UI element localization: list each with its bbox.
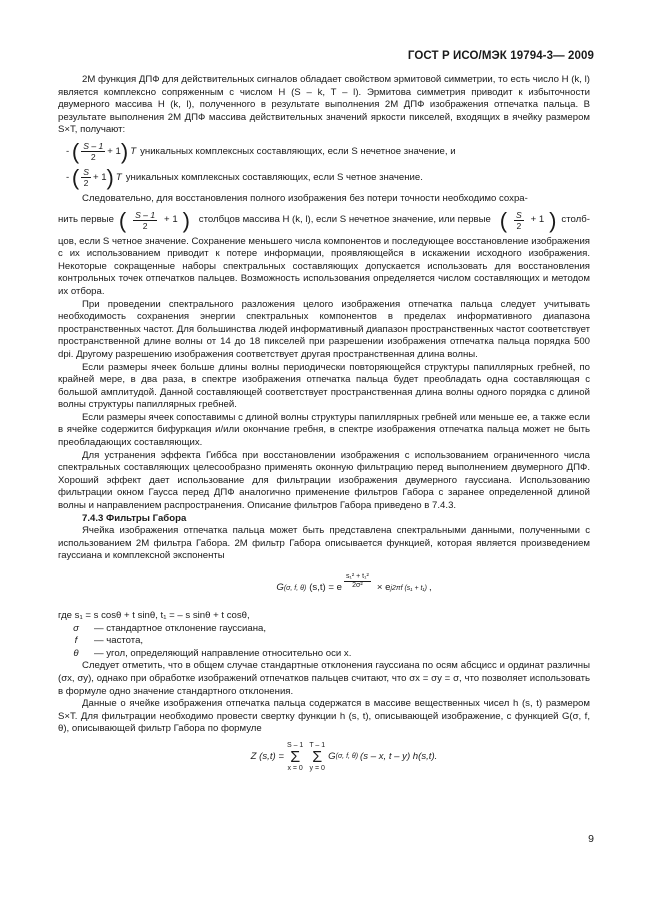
formula-gabor: G (σ, f, θ) (s,t) = e $\frac{\text{s₁² + t₁²}}{\text{2σ²}}$ × e j2πf (s₁ + t₁) , xyxy=(276,573,432,594)
formula-text: уникальных комплексных составляющих, если S четное значение. xyxy=(125,171,423,183)
dash: - xyxy=(66,145,70,157)
paragraph-cell-small: Если размеры ячеек сопоставимы с длиной волны структуры папиллярных гребней или меньше ее, а также если в ячейке содержится бифуркация и/или окончание гребня, в спектре изображения отпечатка пальца может не быть преобладающих составляющих. xyxy=(58,411,590,449)
formula-convolution: Z (s,t) = S – 1 Σ x = 0 T – 1 Σ y = 0 G (σ, f, θ) (s – x, t – y) h(s,t). xyxy=(250,741,438,772)
paragraph-gabor: Ячейка изображения отпечатка пальца может быть представлена спектральными данными, полученными с использованием 2М фильтра Габора. 2М фильтр Габора описывается функцией, которая является произведением гауссиана и комплексной экспоненты xyxy=(58,525,590,562)
paragraph-gibbs: Для устранения эффекта Гиббса при восстановлении изображения с использованием ограниченного числа спектральных составляющих целесообразно применять оконную фильтрацию перед выполнением двумерного ДПФ. Хороший эффект дает использование для фильтрации изображения двумерного гауссиана. Использованию фильтрации окном Гаусса перед ДПФ аналогично применение фильтров Габора с заранее определенной длиной волны и направлением распространения. Описание фильтров Габора приведено в 7.4.3. xyxy=(58,449,590,512)
definition-item: θ — угол, определяющий направление относительно оси x. xyxy=(73,647,352,659)
paragraph-energy: При проведении спектрального разложения целого изображения отпечатка пальца следует учитывать необходимость сохранения энергии спектральных компонентов в пределах информативного диапазона пространственных частот. Для большинства людей информативный диапазон пространственных частот соответствует пространственной длине волны от 14 до 18 пикселей при разрешении изображения отпечатка пальца порядка 500 dpi. Другому разрешению изображения соответствует другая пространственная длина волны. xyxy=(58,298,590,360)
paragraph-cell-large: Если размеры ячеек больше длины волны периодически повторяющейся структуры папиллярных гребней, по крайней мере, в два раза, в спектре изображения отпечатка пальца будет преобладать одна составляющая с большой амплитудой. Данной составляющей соответствует пространственная длина волны одного порядка с длиной волны структуры папиллярных гребней. xyxy=(58,361,590,411)
formula-even: - ( $\frac{S}{2}$ + 1 ) T уникальных комплексных составляющих, если S четное значение. xyxy=(66,164,423,190)
page-content xyxy=(58,74,590,779)
paragraph-hermitian: 2М функция ДПФ для действительных сигналов обладает свойством эрмитовой симметрии, то есть число H (k, l) является комплексно сопряженным с числом H (S – k, T – l). Эрмитова симметрия приводит к избыточности двумерного массива H (k, l), полученного в результате выполнения 2М ДПФ изображения отпечатка пальца. В результате выполнения 2М ДПФ массива действительных значений яркости пикселей, входящих в ячейку размером S×T, получают: xyxy=(58,74,590,136)
paragraph-sigma: Следует отметить, что в общем случае стандартные отклонения гауссиана по осям абсцисс и ординат различны (σx, σy), однако при обработке изображений отпечатков пальцев считают, что σx = σy = σ, что позволяет использовать в формуле одно значение стандартного отклонения. xyxy=(58,660,590,697)
definition-item: σ — стандартное отклонение гауссиана, xyxy=(73,622,267,634)
fraction: $\frac{S}{2}$ xyxy=(83,167,89,189)
page-header: ГОСТ Р ИСО/МЭК 19794-3— 2009 xyxy=(407,50,594,62)
page-number: 9 xyxy=(588,833,594,845)
definitions-list xyxy=(58,623,590,661)
definition-item: f — частота, xyxy=(74,635,144,647)
formula-columns: нить первые ( $\frac{S - 1}{2}$ + 1 ) столбцов массива H (k, l), если S нечетное значение, или первые ( $\frac{S}{2}$ + 1 ) столб- xyxy=(58,207,590,233)
paragraph-restore-cont: цов, если S четное значение. Сохранение меньшего числа компонентов и последующее восстановление изображения с их использованием приводит к потере информации, проявляющейся в искажении исходного изображения. Некоторые сокращенные наборы спектральных составляющих допускается использовать для восстановления контрольных точек отпечатков пальцев. Возможность использования определяется числом составляющих и методом их отбора. xyxy=(58,235,590,297)
formula-odd: - ( $\frac{S - 1}{2}$ + 1 ) T уникальных комплексных составляющих, если S нечетное значение, и xyxy=(66,138,456,164)
sum-symbol: T – 1 Σ y = 0 xyxy=(309,741,326,772)
fraction: $\frac{S - 1}{2}$ xyxy=(83,141,104,163)
paragraph-convolution: Данные о ячейке изображения отпечатка пальца содержатся в массиве вещественных чисел h (s, t) размером S×T. Для фильтрации необходимо провести свертку функции h (s, t), описывающей изображение, с функцией G(σ, f, θ), описывающей фильтр Габора по формуле xyxy=(58,698,590,735)
section-heading: 7.4.3 Фильтры Габора xyxy=(82,512,187,524)
formula-text: уникальных комплексных составляющих, если S нечетное значение, и xyxy=(140,145,456,157)
paragraph-restore: Следовательно, для восстановления полного изображения без потери точности необходимо сохра- xyxy=(82,192,528,204)
where-line: где s₁ = s cosθ + t sinθ, t₁ = – s sinθ + t cosθ, xyxy=(58,610,250,621)
sum-symbol: S – 1 Σ x = 0 xyxy=(286,741,304,772)
